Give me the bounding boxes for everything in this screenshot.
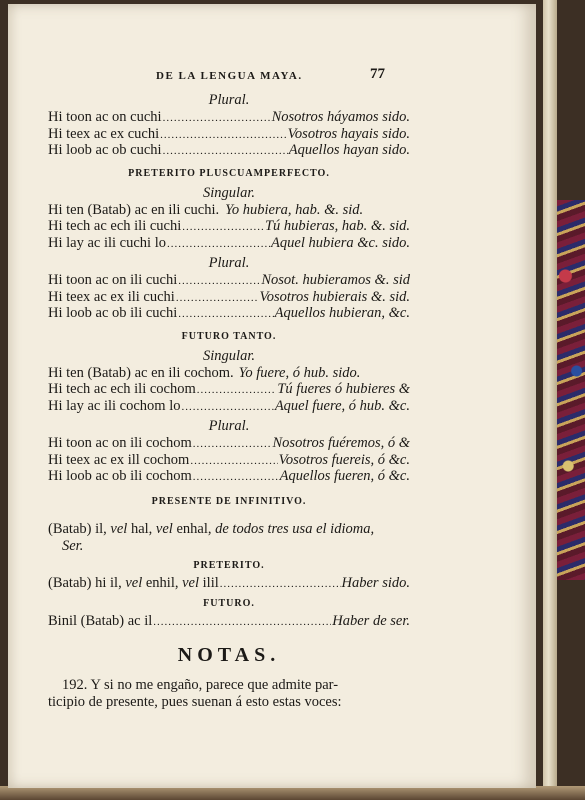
book-page (8, 4, 536, 788)
conjugation-line (48, 142, 410, 159)
spanish-gloss: de todos tres usa el idioma, (215, 520, 375, 537)
mayan-form: Hi ten (Batab) ac en ili cochom. (48, 364, 234, 381)
mayan-form: Hi loob ac ob ili cochom (48, 468, 192, 484)
dot-leader (176, 290, 259, 307)
section-heading: PRETERITO. (193, 559, 265, 571)
spanish-gloss: Nosotros fuéremos, ó & (272, 435, 410, 451)
section-heading: PRETERITO PLUSCUAMPERFECTO. (128, 167, 330, 179)
conjugation-line (48, 305, 410, 322)
book-bottom-edge (0, 786, 585, 800)
mayan-form: Hi teex ac ex cuchi (48, 125, 160, 142)
spanish-gloss: Ser. (62, 537, 84, 554)
marbled-endpaper (557, 200, 585, 580)
conjugation-line (48, 435, 410, 452)
spanish-gloss: Aquel hubiera &c. sido. (271, 234, 410, 251)
dot-leader (178, 306, 273, 323)
conjugation-line (48, 468, 410, 485)
spanish-gloss: Nosotros háyamos sido. (271, 109, 410, 125)
dot-leader (163, 110, 271, 127)
plural-heading: Plural. (208, 418, 250, 434)
mayan-form: (Batab) hi il, vel enhil, vel ilil (48, 574, 219, 591)
spanish-gloss: Aquellos hayan sido. (288, 142, 410, 158)
conjugation-line (48, 289, 410, 306)
singular-heading: Singular. (203, 347, 255, 364)
mayan-form: Hi ten (Batab) ac en ili cuchi. (48, 201, 220, 218)
section-heading: PRESENTE DE INFINITIVO. (151, 495, 307, 507)
conjugation-line (48, 126, 410, 143)
mayan-form: Hi loob ac ob cuchi (48, 142, 162, 158)
section-heading: FUTURO. (203, 598, 255, 609)
conjugation-line (48, 381, 410, 398)
conjugation-line (48, 218, 410, 235)
page-edges (543, 0, 557, 800)
section-heading: FUTURO TANTO. (181, 330, 277, 342)
dot-leader (220, 576, 341, 593)
vel-word: vel (182, 574, 200, 591)
plural-heading: Plural. (208, 92, 250, 108)
dot-leader (193, 469, 279, 486)
mayan-form: Hi teex ac ex ill cochom (48, 451, 190, 468)
mayan-form: Hi lay ac ili cochom lo (48, 397, 181, 414)
spanish-gloss: Vosotros fuereis, ó &c. (278, 451, 410, 468)
mayan-text: (Batab) il, (48, 520, 111, 537)
mayan-form: Hi toon ac on ili cuchi (48, 272, 178, 288)
mayan-form: Hi toon ac on cuchi (48, 109, 162, 125)
spanish-gloss: Tú hubieras, hab. &. sid. (264, 218, 410, 234)
mayan-form: Binil (Batab) ac il (48, 613, 153, 629)
conjugation-line (48, 202, 410, 219)
note-line: 192. Y si no me engaño, parece que admite par- (62, 676, 339, 693)
dot-leader (197, 382, 277, 399)
plural-heading: Plural. (208, 255, 250, 271)
infinitive-paragraph (48, 521, 410, 555)
page-content (48, 92, 410, 711)
dot-leader (160, 127, 287, 144)
conjugation-line (48, 575, 410, 592)
vel-word: vel (110, 520, 128, 537)
page-header (8, 66, 536, 86)
page-number: 77 (370, 66, 385, 82)
spanish-gloss: Haber sido. (341, 574, 410, 591)
mayan-form: Hi toon ac on ili cochom (48, 435, 192, 451)
dot-leader (190, 453, 277, 470)
spanish-gloss: Tú fueres ó hubieres & (277, 381, 410, 397)
mayan-form: Hi tech ac ech ili cochom (48, 381, 196, 397)
dot-leader (182, 219, 264, 236)
mayan-form: Hi loob ac ob ili cuchi (48, 305, 178, 321)
spanish-gloss: Aquellos fueren, ó &c. (279, 468, 410, 484)
dot-leader (167, 236, 270, 253)
spanish-gloss: Yo fuere, ó hub. sido. (238, 364, 361, 381)
singular-heading: Singular. (203, 184, 255, 201)
note-paragraph (48, 677, 410, 711)
mayan-text: enhal, (172, 520, 216, 537)
conjugation-line (48, 235, 410, 252)
spanish-gloss: Vosotros hayais sido. (287, 125, 410, 142)
spanish-gloss: Yo hubiera, hab. &. sid. (225, 201, 364, 218)
dot-leader (153, 614, 331, 631)
conjugation-line (48, 613, 410, 630)
mayan-form: Hi lay ac ili cuchi lo (48, 234, 166, 251)
spanish-gloss: Nosot. hubieramos &. sid (261, 272, 410, 288)
vel-word: vel (125, 574, 143, 591)
spanish-gloss: Aquel fuere, ó hub. &c. (274, 397, 410, 414)
conjugation-line (48, 109, 410, 126)
conjugation-line (48, 452, 410, 469)
conjugation-line (48, 272, 410, 289)
mayan-form: Hi teex ac ex ili cuchi (48, 288, 175, 305)
spanish-gloss: Haber de ser. (332, 613, 410, 629)
notes-heading: NOTAS. (177, 643, 281, 666)
conjugation-line (48, 365, 410, 382)
dot-leader (181, 399, 273, 416)
spanish-gloss: Aquellos hubieran, &c. (274, 305, 410, 321)
conjugation-line (48, 398, 410, 415)
note-line: ticipio de presente, pues suenan á esto estas voces: (48, 693, 342, 710)
vel-word: vel (155, 520, 173, 537)
dot-leader (178, 273, 260, 290)
mayan-form: Hi tech ac ech ili cuchi (48, 218, 182, 234)
dot-leader (163, 143, 288, 160)
dot-leader (193, 436, 272, 453)
spanish-gloss: Vosotros hubierais &. sid. (259, 288, 410, 305)
running-head: DE LA LENGUA MAYA. (156, 70, 303, 82)
mayan-text: hal, (127, 520, 156, 537)
